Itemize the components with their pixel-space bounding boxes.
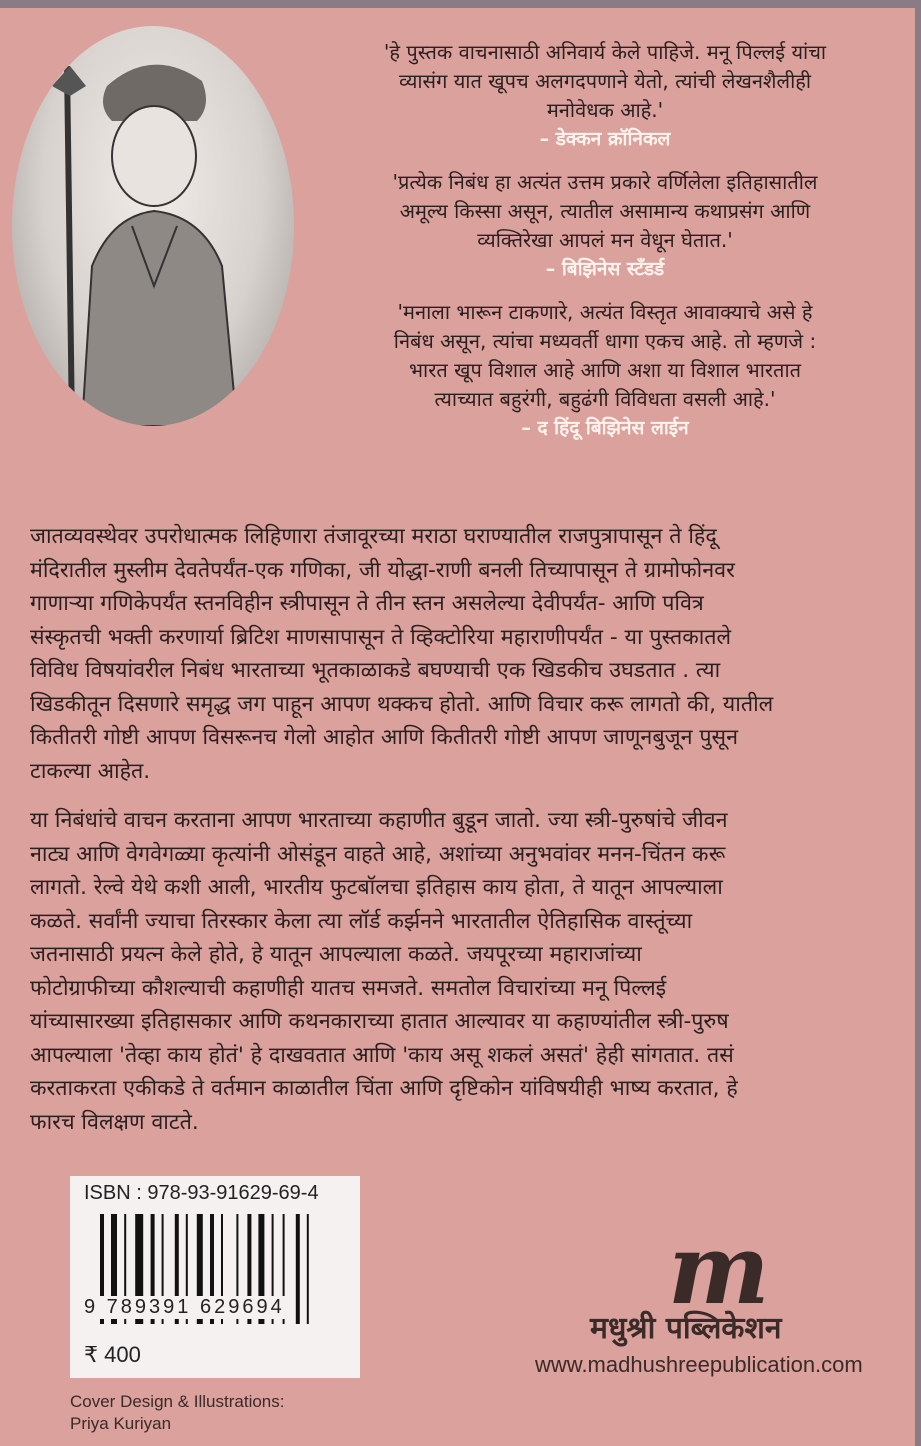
blurb-line: आपल्याला 'तेव्हा काय होतं' हे दाखवतात आणि 'काय असू शकलं असतं' हेही सांगतात. तसं — [30, 1042, 734, 1068]
quote-line: व्यक्तिरेखा आपलं मन वेधून घेतात.' — [477, 228, 733, 252]
blurb — [30, 520, 905, 1155]
publisher-name: मधुश्री पब्लिकेशन — [590, 1311, 782, 1346]
publisher-logo: m — [668, 1213, 770, 1326]
blurb-line: मंदिरातील मुस्लीम देवतेपर्यंत-एक गणिका, जी योद्धा-राणी बनली तिच्यापासून ते ग्रामोफोनवर — [30, 557, 735, 583]
cover-credits — [70, 1391, 284, 1435]
blurb-paragraph — [30, 520, 905, 788]
review-quote — [305, 38, 905, 154]
blurb-line: कळते. सर्वांनी ज्याचा तिरस्कार केला त्या लॉर्ड कर्झनने भारतातील ऐतिहासिक वास्तूंच्या — [30, 908, 693, 934]
quote-line: निबंध असून, त्यांचा मध्यवर्ती धागा एकच आहे. तो म्हणजे : — [393, 329, 817, 353]
blurb-line: संस्कृतची भक्ती करणार्या ब्रिटिश माणसापासून ते व्हिक्टोरिया महाराणीपर्यंत - या पुस्तकातले — [30, 624, 732, 650]
publisher-url: www.madhushreepublication.com — [535, 1352, 863, 1377]
barcode-number: 9 789391 629694 — [84, 1296, 285, 1318]
blurb-line: खिडकीतून दिसणारे समृद्ध जग पाहून आपण थक्कच होतो. आणि विचार करू लागतो की, यातील — [30, 691, 774, 717]
blurb-line: कितीतरी गोष्टी आपण विसरूनच गेलो आहोत आणि कितीतरी गोष्टी आपण जाणूनबुजून पुसून — [30, 725, 739, 750]
barcode-bar — [307, 1214, 309, 1324]
book-back-cover — [0, 8, 915, 1446]
quote-line: त्याच्यात बहुरंगी, बहुढंगी विविधता वसली आहे.' — [434, 387, 776, 411]
quote-source: – डेक्कन क्रॉनिकल — [539, 128, 671, 150]
blurb-paragraph — [30, 804, 905, 1139]
blurb-line: गाणाऱ्या गणिकेपर्यंत स्तनविहीन स्त्रीपासून ते तीन स्तन असलेल्या देवीपर्यंत- आणि पवित्र — [30, 591, 704, 616]
quote-line: मनोवेधक आहे.' — [546, 98, 664, 122]
portrait-illustration — [12, 26, 294, 426]
portrait-drawing — [12, 26, 294, 426]
blurb-line: फारच विलक्षण वाटते. — [30, 1109, 199, 1135]
blurb-line: विविध विषयांवरील निबंध भारताच्या भूतकाळाकडे बघण्याची एक खिडकीच उघडतात . त्या — [30, 658, 721, 683]
quote-line: अमूल्य किस्सा असून, त्यातील असामान्य कथाप्रसंग आणि — [399, 199, 811, 223]
quote-line: भारत खूप विशाल आहे आणि अशा या विशाल भारतात — [408, 358, 802, 382]
blurb-line: फोटोग्राफीच्या कौशल्याची कहाणीही यातच समजते. समतोल विचारांच्या मनू पिल्लई — [30, 975, 667, 1001]
blurb-line: करताकरता एकीकडे ते वर्तमान काळातील चिंता आणि दृष्टिकोन यांविषयीही भाष्य करतात, हे — [30, 1076, 738, 1101]
blurb-line: टाकल्या आहेत. — [30, 758, 151, 784]
price: ₹ 400 — [84, 1342, 141, 1367]
credits-label: Cover Design & Illustrations: — [70, 1392, 285, 1411]
blurb-line: नाट्य आणि वेगवेगळ्या कृत्यांनी ओसंडून वाहते आहे, अशांच्या अनुभवांवर मनन-चिंतन करू — [30, 841, 726, 867]
quote-line: 'हे पुस्तक वाचनासाठी अनिवार्य केले पाहिजे. मनू पिल्लई यांचा — [383, 40, 827, 64]
blurb-line: जातव्यवस्थेवर उपरोधात्मक लिहिणारा तंजावूरच्या मराठा घराण्यातील राजपुत्रापासून ते हिंदू — [30, 524, 717, 549]
review-quote — [305, 298, 905, 443]
quote-source: – द हिंदू बिझिनेस लाईन — [521, 417, 689, 439]
blurb-line: जतनासाठी प्रयत्न केले होते, हे यातून आपल्याला कळते. जयपूरच्या महाराजांच्या — [30, 942, 642, 967]
blurb-line: लागतो. रेल्वे येथे कशी आली, भारतीय फुटबॉलचा इतिहास काय होता, ते यातून आपल्याला — [30, 875, 723, 900]
review-quote — [305, 168, 905, 284]
isbn-label — [70, 1176, 360, 1378]
credits-name: Priya Kuriyan — [70, 1414, 172, 1433]
review-quotes — [305, 38, 905, 457]
quote-line: 'मनाला भारून टाकणारे, अत्यंत विस्तृत आवाक्याचे असे हे — [397, 300, 813, 324]
barcode-bar — [296, 1214, 300, 1324]
isbn-number: ISBN : 978-93-91629-69-4 — [84, 1182, 319, 1204]
quote-line: 'प्रत्येक निबंध हा अत्यंत उत्तम प्रकारे वर्णिलेला इतिहासातील — [392, 170, 818, 194]
blurb-line: या निबंधांचे वाचन करताना आपण भारताच्या कहाणीत बुडून जातो. ज्या स्त्री-पुरुषांचे जीवन — [30, 808, 728, 833]
blurb-line: यांच्यासारख्या इतिहासकार आणि कथनकाराच्या हातात आल्यावर या कहाण्यांतील स्त्री-पुरुष — [30, 1009, 729, 1034]
quote-source: – बिझिनेस स्टँडर्ड — [545, 258, 665, 280]
quote-line: व्यासंग यात खूपच अलगदपणाने येतो, त्यांची लेखनशैलीही — [398, 69, 812, 93]
